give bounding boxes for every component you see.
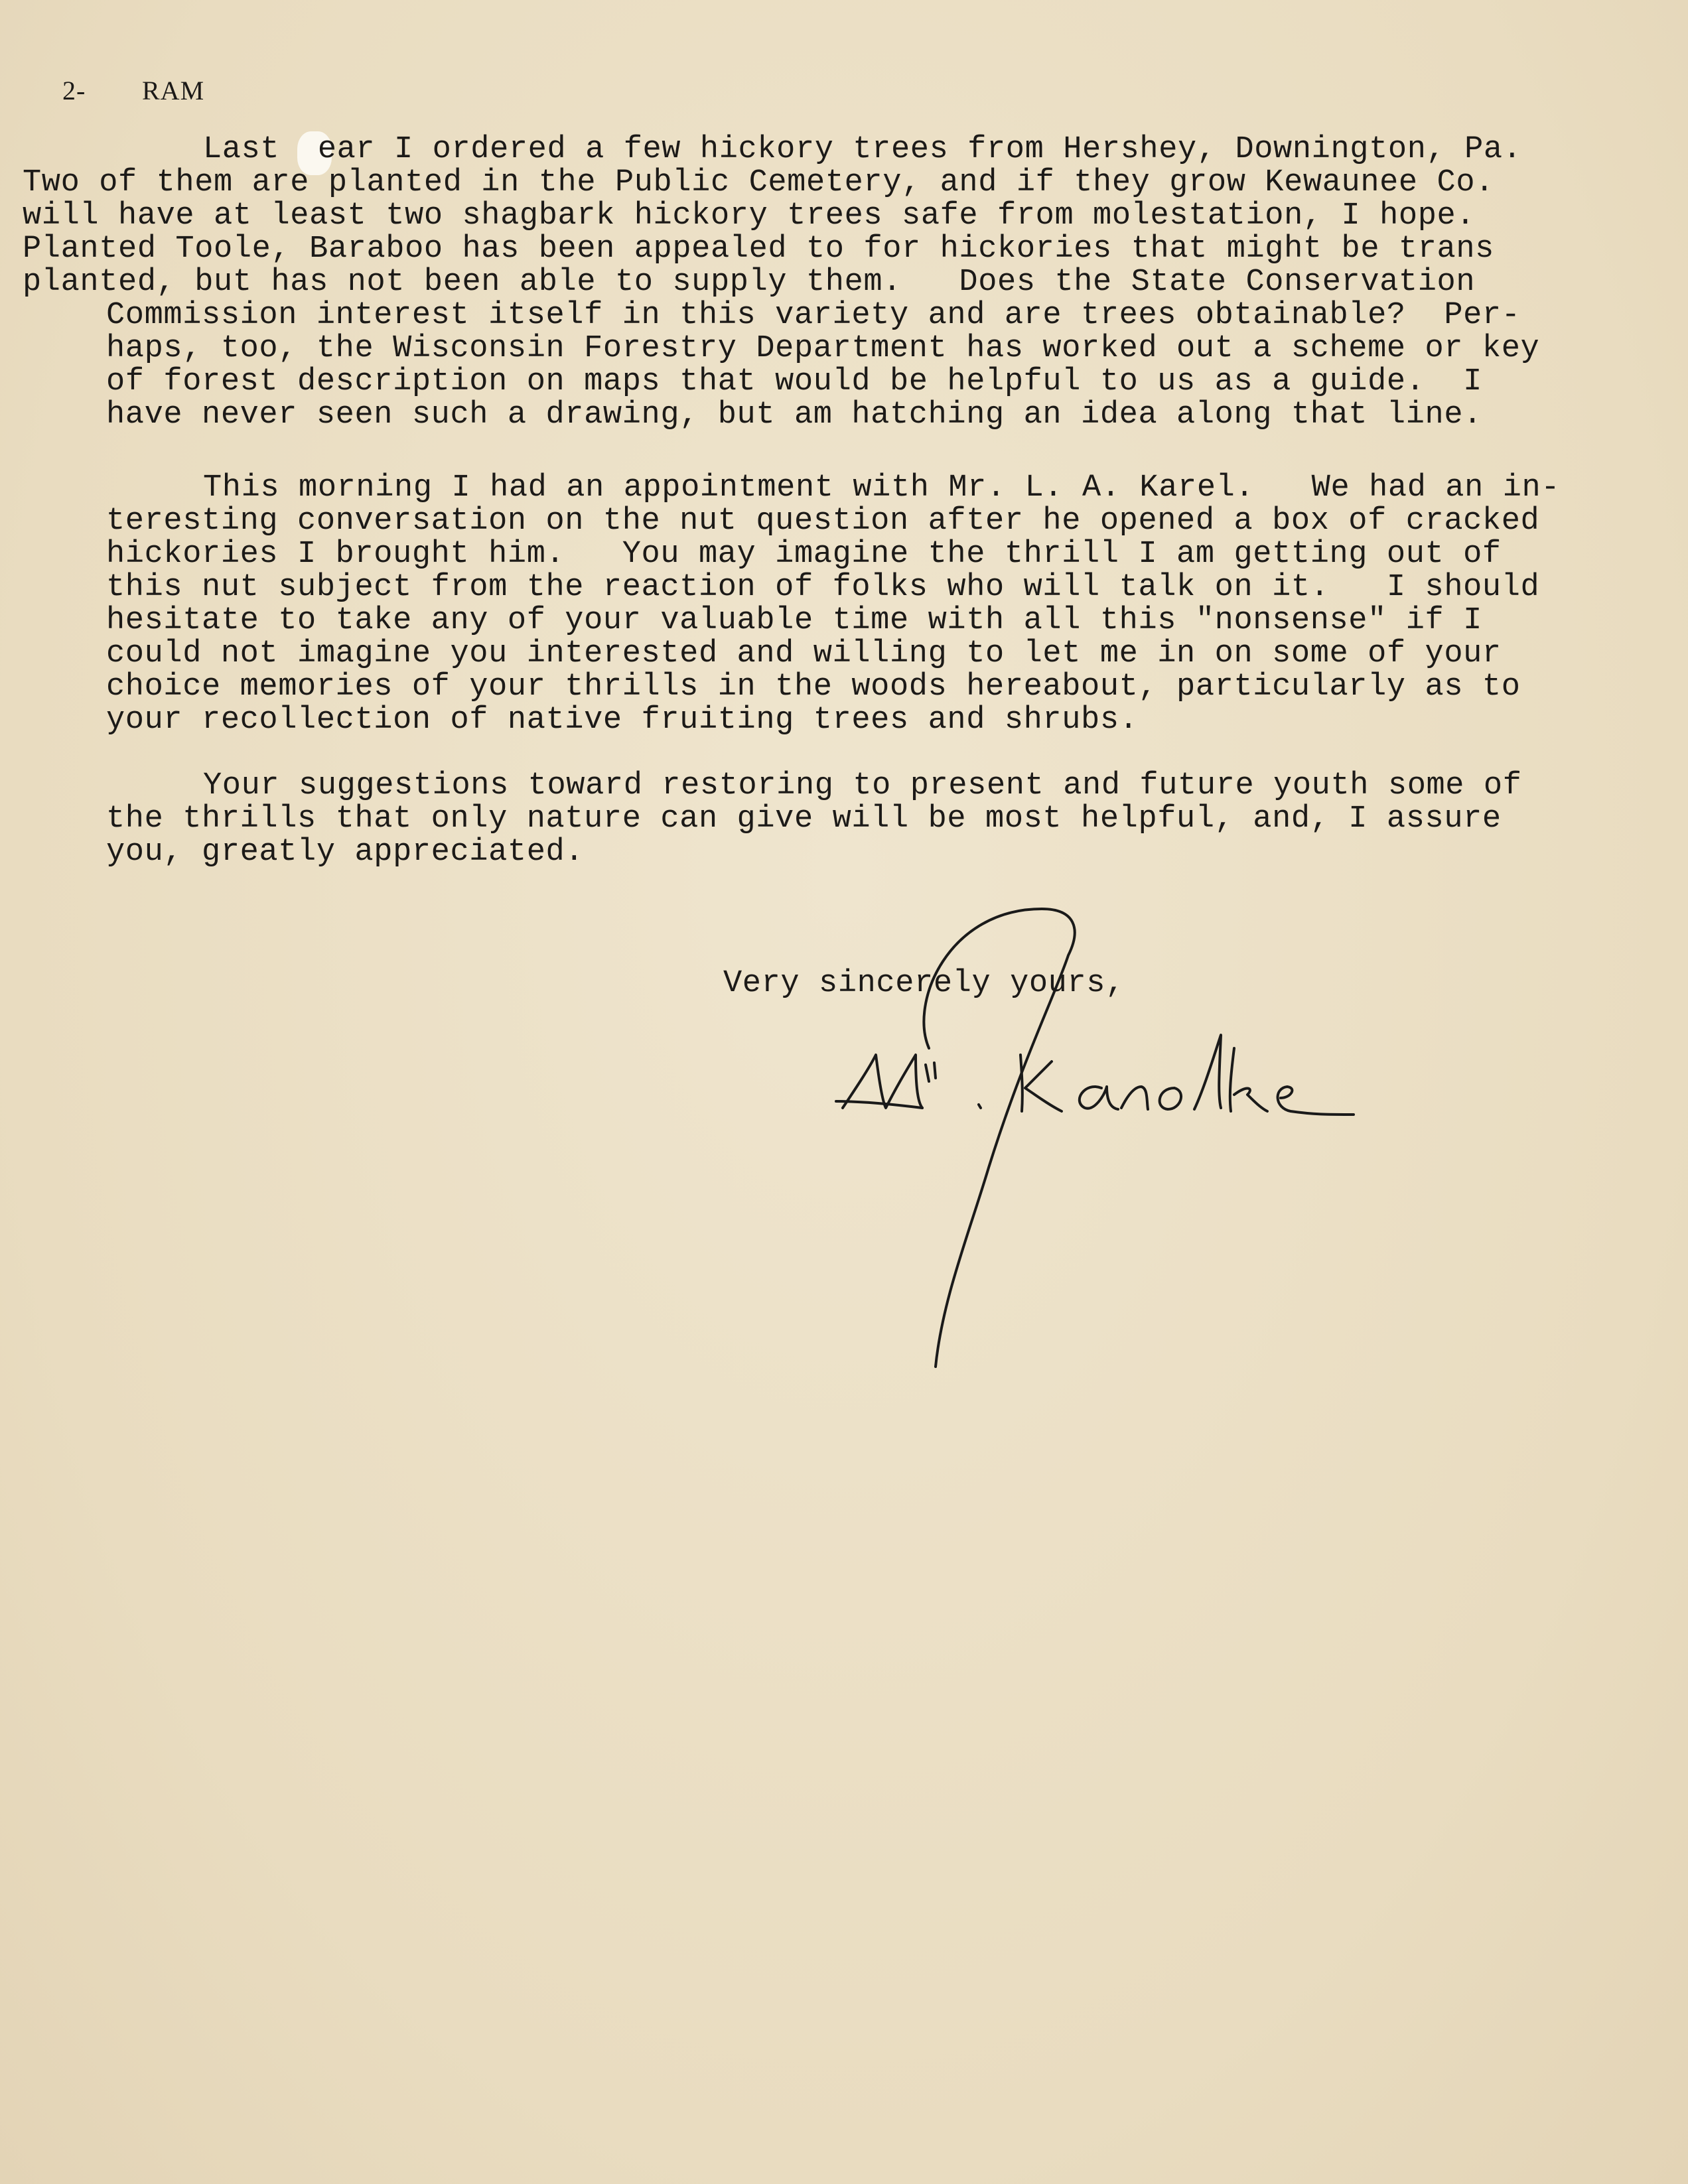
paragraph-2-line: your recollection of native fruiting trees and shrubs. (106, 703, 1139, 738)
paragraph-1-line: of forest description on maps that would be helpful to us as a guide. I (106, 364, 1482, 399)
handwritten-signature (823, 889, 1460, 1393)
paragraph-2-line: this nut subject from the reaction of folks who will talk on it. I should (106, 570, 1540, 605)
paragraph-1-line: planted, but has not been able to supply them. Does the State Conservation (23, 265, 1476, 300)
paragraph-1-line: have never seen such a drawing, but am hatching an idea along that line. (106, 397, 1482, 433)
paragraph-3-line: the thrills that only nature can give will be most helpful, and, I assure (106, 801, 1502, 837)
paragraph-1-line: Commission interest itself in this variety and are trees obtainable? Per- (106, 298, 1521, 333)
paragraph-2-line: teresting conversation on the nut question after he opened a box of cracked (106, 504, 1540, 539)
paragraph-3-line: Your suggestions toward restoring to present and future youth some of (203, 768, 1522, 803)
paragraph-1-line: haps, too, the Wisconsin Forestry Department has worked out a scheme or key (106, 331, 1540, 366)
paragraph-1-line: Planted Toole, Baraboo has been appealed to for hickories that might be trans (23, 232, 1494, 267)
paragraph-2-line: hesitate to take any of your valuable time with all this "nonsense" if I (106, 603, 1482, 638)
paragraph-1-line: will have at least two shagbark hickory trees safe from molestation, I hope. (23, 198, 1476, 234)
paragraph-2-line: choice memories of your thrills in the woods hereabout, particularly as to (106, 669, 1521, 705)
paragraph-1-line: Last ear I ordered a few hickory trees from Hershey, Downington, Pa. (203, 132, 1522, 167)
complimentary-close: Very sincerely yours, (723, 966, 1125, 1001)
paragraph-2-line: could not imagine you interested and willing to let me in on some of your (106, 636, 1502, 671)
addressee-initials: RAM (142, 76, 205, 105)
paragraph-1-line: Two of them are planted in the Public Cemetery, and if they grow Kewaunee Co. (23, 165, 1494, 200)
paragraph-2-line: hickories I brought him. You may imagine the thrill I am getting out of (106, 537, 1502, 572)
paragraph-2-line: This morning I had an appointment with Mr. L. A. Karel. We had an in- (203, 470, 1561, 506)
paragraph-3-line: you, greatly appreciated. (106, 835, 585, 870)
page-number: 2- (62, 76, 86, 105)
